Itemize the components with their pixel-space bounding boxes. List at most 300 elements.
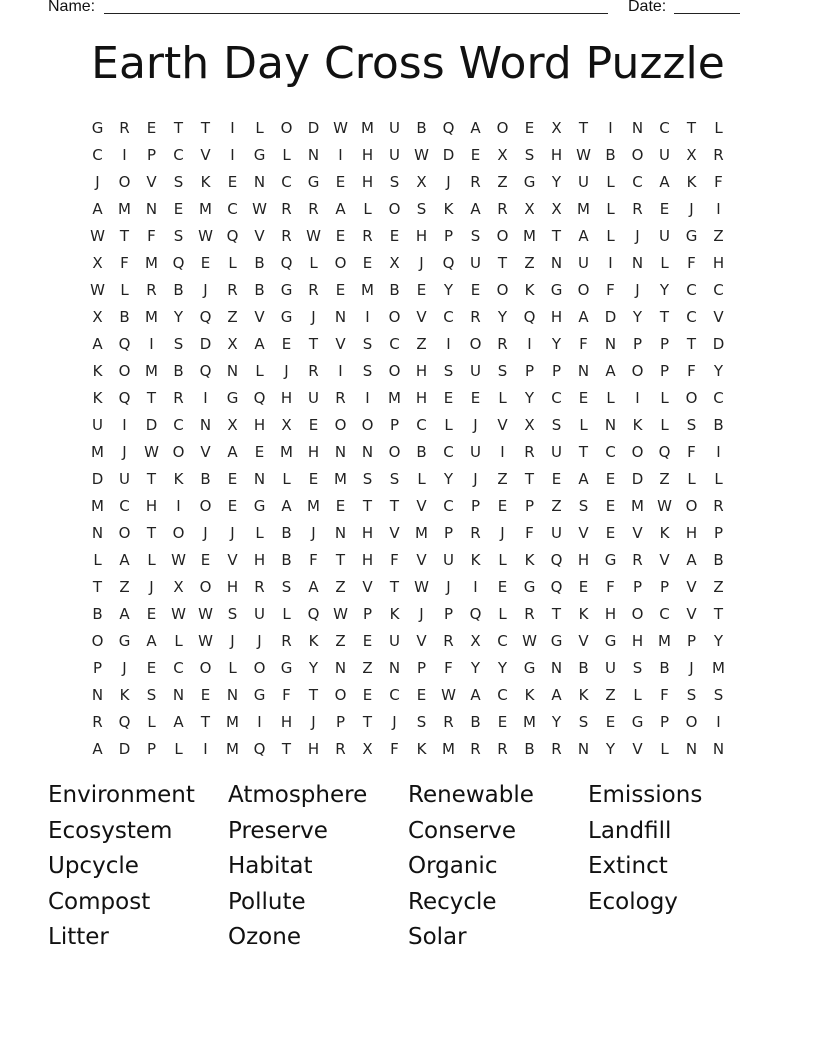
grid-cell: K <box>686 172 697 191</box>
grid-cell: U <box>389 631 400 650</box>
grid-cell: T <box>335 550 346 569</box>
grid-cell: V <box>227 550 238 569</box>
grid-cell: W <box>144 442 159 461</box>
grid-cell: N <box>226 361 239 380</box>
grid-cell: N <box>307 145 320 164</box>
grid-cell: S <box>173 172 184 191</box>
grid-cell: R <box>524 604 535 623</box>
grid-cell: J <box>203 523 208 542</box>
grid-cell: E <box>308 469 319 488</box>
grid-cell: H <box>361 145 374 164</box>
grid-cell: B <box>470 712 481 731</box>
word-list-item: Recycle <box>408 888 497 915</box>
grid-cell: L <box>606 388 615 407</box>
grid-cell: E <box>200 550 211 569</box>
grid-cell: M <box>658 631 671 650</box>
grid-cell: L <box>714 469 723 488</box>
grid-cell: E <box>497 496 508 515</box>
grid-cell: M <box>226 739 239 758</box>
grid-cell: H <box>307 739 320 758</box>
grid-cell: P <box>659 712 670 731</box>
grid-cell: V <box>416 496 427 515</box>
grid-cell: D <box>631 469 644 488</box>
word-list-item: Pollute <box>228 888 306 915</box>
grid-cell: X <box>281 415 292 434</box>
grid-cell: O <box>388 442 401 461</box>
grid-cell: W <box>441 685 456 704</box>
grid-cell: F <box>660 685 669 704</box>
grid-cell: E <box>281 334 292 353</box>
grid-cell: B <box>416 442 427 461</box>
grid-cell: M <box>712 658 725 677</box>
grid-cell: Q <box>523 307 536 326</box>
grid-cell: S <box>578 496 589 515</box>
grid-cell: B <box>578 658 589 677</box>
grid-cell: E <box>497 712 508 731</box>
grid-cell: P <box>632 577 643 596</box>
grid-cell: C <box>119 496 130 515</box>
grid-cell: O <box>91 631 104 650</box>
grid-cell: Y <box>713 631 724 650</box>
grid-cell: J <box>257 631 262 650</box>
grid-cell: Z <box>713 577 724 596</box>
grid-cell: K <box>416 739 427 758</box>
grid-cell: O <box>361 415 374 434</box>
word-list-item: Emissions <box>588 782 703 808</box>
grid-cell: F <box>390 739 399 758</box>
grid-cell: S <box>416 712 427 731</box>
grid-cell: P <box>551 361 562 380</box>
grid-cell: J <box>446 172 451 191</box>
grid-cell: V <box>254 226 265 245</box>
grid-cell: U <box>470 253 481 272</box>
grid-cell: S <box>173 334 184 353</box>
grid-cell: Z <box>605 685 616 704</box>
grid-cell: U <box>578 172 589 191</box>
grid-cell: N <box>631 118 644 137</box>
grid-cell: T <box>686 334 697 353</box>
grid-cell: G <box>280 280 293 299</box>
grid-cell: V <box>362 577 373 596</box>
grid-cell: I <box>608 253 613 272</box>
grid-cell: L <box>606 226 615 245</box>
grid-cell: A <box>146 631 157 650</box>
grid-cell: D <box>307 118 320 137</box>
grid-cell: O <box>334 415 347 434</box>
grid-cell: U <box>119 469 130 488</box>
grid-cell: D <box>91 469 104 488</box>
grid-cell: N <box>226 685 239 704</box>
grid-cell: R <box>524 442 535 461</box>
grid-cell: Q <box>199 307 212 326</box>
grid-cell: E <box>146 118 157 137</box>
grid-cell: E <box>605 469 616 488</box>
grid-cell: Y <box>173 307 184 326</box>
grid-cell: A <box>254 334 265 353</box>
grid-cell: V <box>632 523 643 542</box>
grid-cell: W <box>171 550 186 569</box>
grid-cell: M <box>226 712 239 731</box>
grid-cell: Q <box>226 226 239 245</box>
grid-cell: C <box>173 145 184 164</box>
grid-cell: R <box>443 631 454 650</box>
grid-cell: V <box>578 523 589 542</box>
grid-cell: C <box>281 172 292 191</box>
grid-cell: U <box>470 361 481 380</box>
grid-cell: Y <box>497 658 508 677</box>
grid-cell: C <box>227 199 238 218</box>
grid-cell: L <box>714 118 723 137</box>
grid-cell: M <box>118 199 131 218</box>
grid-cell: A <box>227 442 238 461</box>
grid-cell: K <box>200 172 211 191</box>
grid-cell: R <box>470 523 481 542</box>
grid-cell: R <box>254 577 265 596</box>
grid-cell: K <box>443 199 454 218</box>
grid-cell: J <box>419 604 424 623</box>
grid-cell: Q <box>550 550 563 569</box>
grid-cell: G <box>280 658 293 677</box>
grid-cell: J <box>95 172 100 191</box>
grid-cell: E <box>578 577 589 596</box>
header <box>48 0 748 18</box>
grid-cell: R <box>632 550 643 569</box>
grid-cell: B <box>281 550 292 569</box>
grid-cell: R <box>119 118 130 137</box>
grid-cell: J <box>122 658 127 677</box>
grid-cell: V <box>416 550 427 569</box>
grid-cell: G <box>685 226 698 245</box>
grid-cell: I <box>122 145 127 164</box>
grid-cell: C <box>92 145 103 164</box>
grid-cell: U <box>605 658 616 677</box>
grid-cell: Z <box>497 469 508 488</box>
grid-cell: S <box>362 469 373 488</box>
grid-cell: S <box>281 577 292 596</box>
grid-cell: D <box>199 334 212 353</box>
grid-cell: E <box>146 604 157 623</box>
grid-cell: N <box>91 685 104 704</box>
grid-cell: S <box>173 226 184 245</box>
word-list-item: Conserve <box>408 817 517 844</box>
grid-cell: V <box>659 550 670 569</box>
grid-cell: C <box>686 280 697 299</box>
grid-cell: F <box>687 253 696 272</box>
grid-cell: W <box>198 604 213 623</box>
grid-cell: Y <box>551 334 562 353</box>
grid-cell: I <box>473 577 478 596</box>
grid-cell: V <box>200 145 211 164</box>
grid-cell: F <box>147 226 156 245</box>
grid-cell: R <box>470 172 481 191</box>
grid-cell: W <box>414 145 429 164</box>
grid-cell: R <box>92 712 103 731</box>
grid-cell: K <box>308 631 319 650</box>
grid-cell: S <box>389 172 400 191</box>
grid-cell: M <box>577 199 590 218</box>
grid-cell: N <box>604 334 617 353</box>
grid-cell: M <box>307 496 320 515</box>
grid-cell: V <box>389 523 400 542</box>
grid-cell: O <box>253 658 266 677</box>
grid-cell: S <box>632 658 643 677</box>
grid-cell: R <box>281 226 292 245</box>
grid-cell: H <box>280 388 293 407</box>
grid-cell: B <box>254 280 265 299</box>
grid-cell: M <box>145 361 158 380</box>
grid-cell: K <box>389 604 400 623</box>
grid-cell: R <box>470 307 481 326</box>
grid-cell: B <box>92 604 103 623</box>
grid-cell: R <box>146 280 157 299</box>
grid-cell: X <box>416 172 427 191</box>
grid-cell: F <box>444 658 453 677</box>
grid-cell: B <box>173 280 184 299</box>
grid-cell: R <box>281 631 292 650</box>
grid-cell: E <box>227 496 238 515</box>
grid-cell: I <box>608 118 613 137</box>
grid-cell: G <box>604 550 617 569</box>
grid-cell: C <box>443 496 454 515</box>
grid-cell: F <box>579 334 588 353</box>
grid-cell: I <box>716 712 721 731</box>
grid-cell: X <box>497 145 508 164</box>
grid-cell: T <box>551 604 562 623</box>
grid-cell: M <box>388 388 401 407</box>
grid-cell: V <box>416 307 427 326</box>
grid-cell: B <box>659 658 670 677</box>
name-label: Name: <box>48 0 96 15</box>
grid-cell: Z <box>335 631 346 650</box>
grid-cell: O <box>172 442 185 461</box>
grid-cell: N <box>577 739 590 758</box>
grid-cell: O <box>280 118 293 137</box>
grid-cell: Y <box>551 712 562 731</box>
grid-cell: V <box>254 307 265 326</box>
grid-cell: N <box>145 199 158 218</box>
grid-cell: E <box>605 712 616 731</box>
grid-cell: U <box>92 415 103 434</box>
grid-cell: D <box>712 334 725 353</box>
grid-cell: O <box>118 523 131 542</box>
word-list-item: Preserve <box>228 817 328 844</box>
grid-cell: F <box>687 361 696 380</box>
grid-cell: J <box>500 523 505 542</box>
grid-cell: N <box>172 685 185 704</box>
grid-cell: J <box>473 415 478 434</box>
grid-cell: V <box>686 604 697 623</box>
grid-cell: B <box>416 118 427 137</box>
grid-cell: C <box>497 685 508 704</box>
grid-cell: B <box>254 253 265 272</box>
grid-cell: G <box>253 145 266 164</box>
grid-cell: N <box>334 523 347 542</box>
grid-cell: A <box>605 361 616 380</box>
grid-cell: N <box>550 253 563 272</box>
grid-cell: L <box>228 253 237 272</box>
grid-cell: E <box>362 253 373 272</box>
grid-cell: C <box>389 334 400 353</box>
grid-cell: M <box>91 442 104 461</box>
grid-cell: N <box>334 442 347 461</box>
grid-cell: K <box>578 685 589 704</box>
grid-cell: E <box>227 469 238 488</box>
grid-cell: J <box>230 631 235 650</box>
grid-cell: B <box>524 739 535 758</box>
grid-cell: Q <box>550 577 563 596</box>
grid-cell: P <box>362 604 373 623</box>
grid-cell: E <box>524 118 535 137</box>
grid-cell: N <box>712 739 725 758</box>
grid-cell: V <box>686 577 697 596</box>
grid-cell: U <box>551 523 562 542</box>
grid-cell: Y <box>443 469 454 488</box>
grid-cell: A <box>578 469 589 488</box>
grid-cell: Q <box>658 442 671 461</box>
grid-cell: V <box>632 739 643 758</box>
grid-cell: E <box>173 199 184 218</box>
grid-cell: B <box>119 307 130 326</box>
grid-cell: Q <box>307 604 320 623</box>
word-list-item: Solar <box>408 924 467 950</box>
page-title: Earth Day Cross Word Puzzle <box>91 38 725 89</box>
grid-cell: W <box>198 226 213 245</box>
grid-cell: X <box>524 415 535 434</box>
grid-cell: B <box>605 145 616 164</box>
grid-cell: A <box>659 172 670 191</box>
grid-cell: O <box>685 712 698 731</box>
grid-cell: K <box>119 685 130 704</box>
grid-cell: P <box>659 334 670 353</box>
grid-cell: L <box>255 118 264 137</box>
grid-cell: W <box>252 199 267 218</box>
grid-cell: L <box>174 631 183 650</box>
grid-cell: M <box>442 739 455 758</box>
grid-cell: J <box>689 658 694 677</box>
grid-cell: P <box>443 523 454 542</box>
grid-cell: Q <box>172 253 185 272</box>
grid-cell: T <box>146 388 157 407</box>
grid-cell: O <box>496 118 509 137</box>
grid-cell: S <box>524 145 535 164</box>
grid-cell: T <box>362 712 373 731</box>
grid-cell: L <box>309 253 318 272</box>
grid-cell: P <box>416 658 427 677</box>
grid-cell: T <box>524 469 535 488</box>
grid-cell: I <box>716 199 721 218</box>
grid-cell: N <box>604 415 617 434</box>
grid-cell: T <box>713 604 724 623</box>
grid-cell: O <box>496 280 509 299</box>
grid-cell: L <box>633 685 642 704</box>
grid-cell: O <box>118 361 131 380</box>
grid-cell: K <box>92 388 103 407</box>
grid-cell: O <box>172 523 185 542</box>
grid-cell: L <box>660 388 669 407</box>
grid-cell: W <box>171 604 186 623</box>
grid-cell: C <box>173 415 184 434</box>
grid-cell: E <box>146 658 157 677</box>
grid-cell: K <box>524 685 535 704</box>
grid-cell: M <box>523 226 536 245</box>
grid-cell: P <box>92 658 103 677</box>
grid-cell: W <box>522 631 537 650</box>
grid-cell: X <box>227 415 238 434</box>
grid-cell: J <box>446 577 451 596</box>
grid-cell: A <box>470 199 481 218</box>
grid-cell: R <box>362 226 373 245</box>
grid-cell: T <box>308 685 319 704</box>
grid-cell: C <box>713 388 724 407</box>
grid-cell: H <box>550 307 563 326</box>
grid-cell: Z <box>335 577 346 596</box>
grid-cell: I <box>446 334 451 353</box>
word-list-item: Compost <box>48 888 151 915</box>
grid-cell: I <box>338 361 343 380</box>
grid-cell: H <box>307 442 320 461</box>
grid-cell: P <box>443 226 454 245</box>
word-list <box>48 778 768 956</box>
grid-cell: O <box>631 442 644 461</box>
grid-cell: F <box>606 280 615 299</box>
grid-cell: S <box>470 226 481 245</box>
grid-cell: E <box>200 253 211 272</box>
grid-cell: X <box>686 145 697 164</box>
word-list-item: Habitat <box>228 853 313 879</box>
grid-cell: S <box>713 685 724 704</box>
word-list-item: Ozone <box>228 924 301 950</box>
grid-cell: E <box>443 388 454 407</box>
grid-cell: M <box>280 442 293 461</box>
grid-cell: L <box>282 469 291 488</box>
grid-cell: T <box>497 253 508 272</box>
grid-cell: F <box>606 577 615 596</box>
grid-cell: H <box>415 388 428 407</box>
grid-cell: O <box>685 496 698 515</box>
grid-cell: L <box>174 739 183 758</box>
grid-cell: G <box>91 118 104 137</box>
grid-cell: M <box>361 280 374 299</box>
grid-cell: Y <box>524 388 535 407</box>
grid-cell: P <box>524 361 535 380</box>
grid-cell: H <box>361 172 374 191</box>
grid-cell: W <box>198 631 213 650</box>
grid-cell: U <box>389 118 400 137</box>
grid-cell: I <box>365 388 370 407</box>
grid-cell: M <box>334 469 347 488</box>
grid-cell: W <box>90 280 105 299</box>
letter-grid <box>84 114 732 762</box>
grid-cell: J <box>473 469 478 488</box>
grid-cell: I <box>635 388 640 407</box>
grid-cell: E <box>254 442 265 461</box>
grid-cell: A <box>578 307 589 326</box>
grid-cell: A <box>470 118 481 137</box>
grid-cell: V <box>497 415 508 434</box>
grid-cell: G <box>280 307 293 326</box>
grid-cell: V <box>713 307 724 326</box>
grid-cell: L <box>498 604 507 623</box>
grid-cell: C <box>416 415 427 434</box>
grid-cell: R <box>227 280 238 299</box>
grid-cell: J <box>419 253 424 272</box>
grid-cell: O <box>631 145 644 164</box>
grid-cell: L <box>282 604 291 623</box>
grid-cell: E <box>578 388 589 407</box>
grid-cell: B <box>281 523 292 542</box>
grid-cell: I <box>716 442 721 461</box>
grid-cell: I <box>203 388 208 407</box>
